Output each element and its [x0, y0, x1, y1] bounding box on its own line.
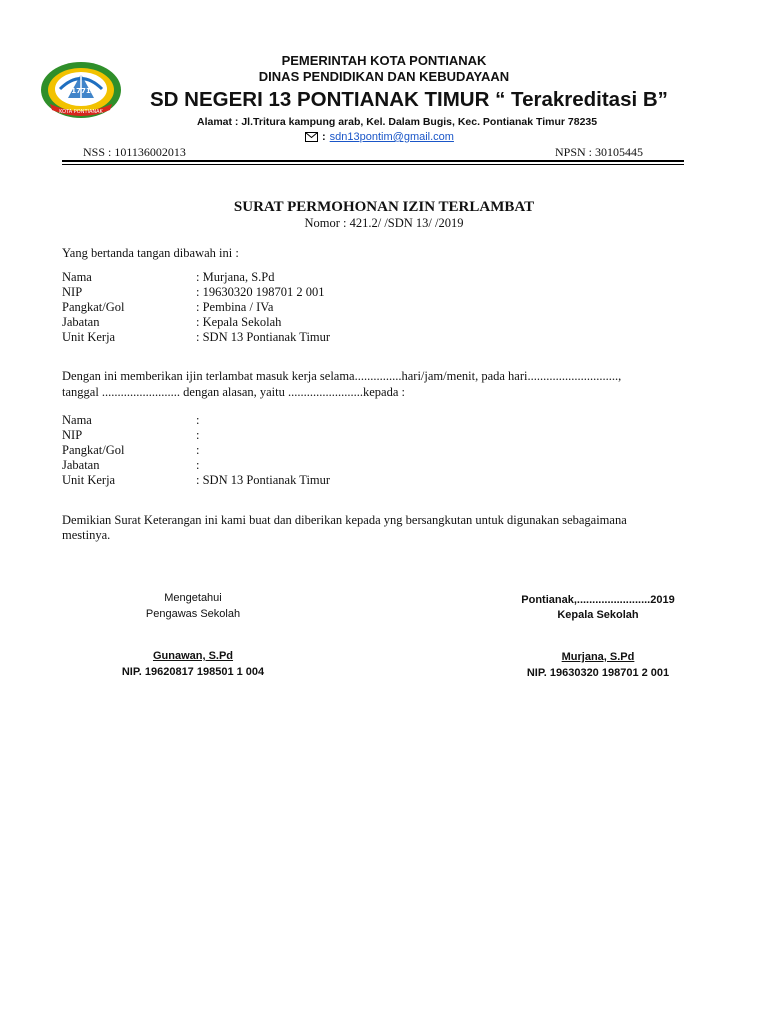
sign-right-nip: NIP. 19630320 198701 2 001	[526, 667, 670, 679]
field-row	[62, 300, 330, 315]
svg-text:KOTA PONTIANAK: KOTA PONTIANAK	[59, 109, 103, 115]
school-name: SD NEGERI 13 PONTIANAK TIMUR “ Terakreditasi B”	[150, 88, 668, 111]
letterhead-divider	[62, 160, 684, 162]
field-row	[62, 330, 330, 345]
permission-paragraph-line1: Dengan ini memberikan ijin terlambat masuk kerja selama...............hari/jam/menit, pada hari.............................,	[62, 369, 622, 383]
signer-fields	[62, 270, 330, 345]
field-label: NIP	[62, 285, 83, 299]
svg-text:1771: 1771	[71, 87, 91, 95]
sign-right-place-date: Pontianak,........................2019	[521, 594, 675, 606]
recipient-fields	[62, 413, 330, 488]
field-row	[62, 458, 330, 473]
field-label: Jabatan	[62, 458, 100, 472]
field-label: Pangkat/Gol	[62, 443, 125, 457]
field-row	[62, 473, 330, 488]
school-address: Alamat : Jl.Tritura kampung arab, Kel. Dalam Bugis, Kec. Pontianak Timur 78235	[197, 116, 598, 128]
sign-left-nip: NIP. 19620817 198501 1 004	[121, 666, 265, 678]
email-line	[305, 131, 454, 143]
email-prefix: :	[322, 131, 326, 143]
document-number: Nomor : 421.2/ /SDN 13/ /2019	[304, 216, 464, 230]
field-label: Nama	[62, 413, 92, 427]
letterhead-divider-thin	[62, 164, 684, 165]
sign-left-line1: Mengetahui	[164, 592, 222, 604]
field-label: NIP	[62, 428, 83, 442]
field-value: : 19630320 198701 2 001	[196, 285, 325, 299]
closing-line2: mestinya.	[62, 528, 111, 542]
field-value: : Murjana, S.Pd	[196, 270, 275, 284]
npsn-number: NPSN : 30105445	[555, 145, 644, 159]
field-row	[62, 285, 330, 300]
field-value: : SDN 13 Pontianak Timur	[196, 473, 331, 487]
field-label: Pangkat/Gol	[62, 300, 125, 314]
field-row	[62, 413, 330, 428]
field-value: :	[196, 428, 200, 442]
envelope-icon	[305, 132, 318, 142]
letterhead-government: PEMERINTAH KOTA PONTIANAK	[281, 53, 487, 68]
field-row	[62, 270, 330, 285]
field-value: : SDN 13 Pontianak Timur	[196, 330, 331, 344]
document-title: SURAT PERMOHONAN IZIN TERLAMBAT	[233, 199, 535, 215]
nss-number: NSS : 101136002013	[83, 145, 186, 159]
field-label: Nama	[62, 270, 92, 284]
sign-left-line2: Pengawas Sekolah	[145, 608, 241, 620]
field-value: :	[196, 458, 200, 472]
intro-text: Yang bertanda tangan dibawah ini :	[62, 246, 239, 260]
field-value: :	[196, 443, 200, 457]
sign-right-name: Murjana, S.Pd	[561, 651, 635, 663]
sign-left-name: Gunawan, S.Pd	[152, 650, 234, 662]
field-value: :	[196, 413, 200, 427]
closing-line1: Demikian Surat Keterangan ini kami buat dan diberikan kepada yng bersangkutan untuk digunakan sebagaimana	[62, 513, 627, 527]
email-link[interactable]: sdn13pontim@gmail.com	[329, 131, 454, 143]
sign-right-role: Kepala Sekolah	[557, 609, 639, 621]
permission-paragraph-line2: tanggal ......................... dengan alasan, yaitu ........................kepada :	[62, 385, 405, 399]
field-label: Unit Kerja	[62, 330, 116, 344]
field-row	[62, 428, 330, 443]
field-value: : Kepala Sekolah	[196, 315, 282, 329]
field-row	[62, 443, 330, 458]
letterhead-department: DINAS PENDIDIKAN DAN KEBUDAYAAN	[258, 69, 510, 84]
field-value: : Pembina / IVa	[196, 300, 274, 314]
field-label: Unit Kerja	[62, 473, 116, 487]
field-row	[62, 315, 330, 330]
field-label: Jabatan	[62, 315, 100, 329]
